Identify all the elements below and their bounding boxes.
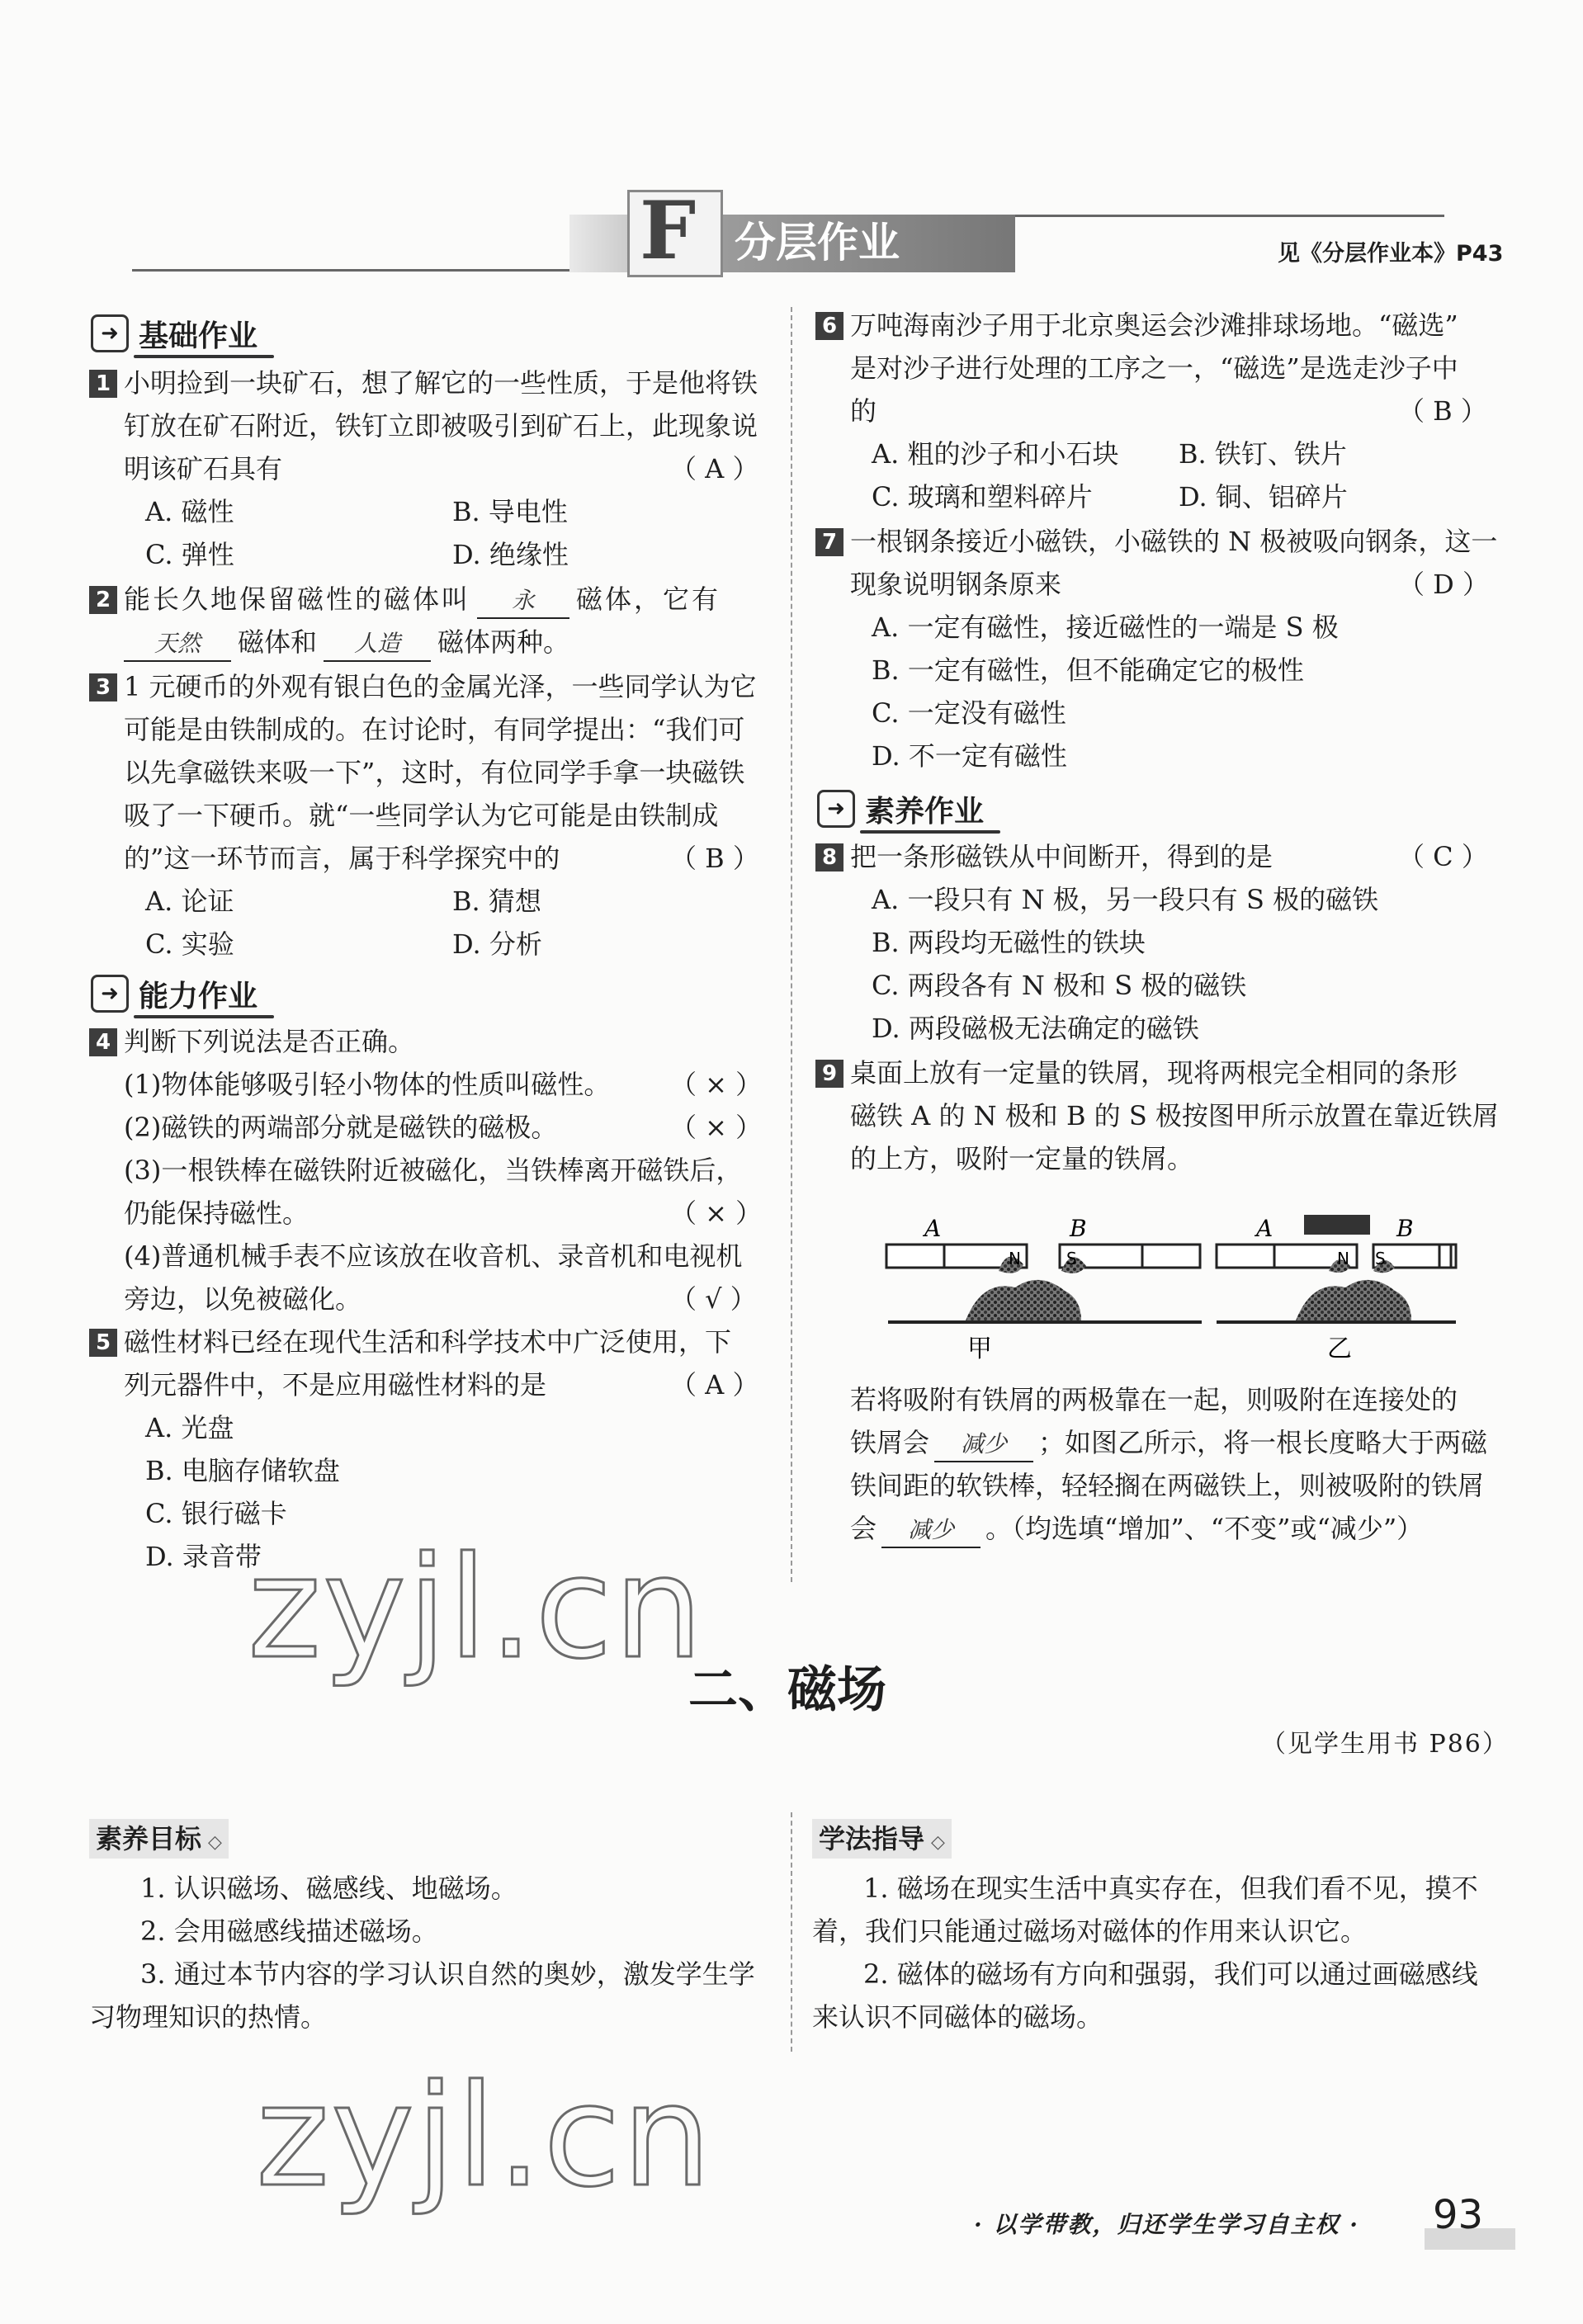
section-ability: ➜ 能力作业 <box>91 972 258 1015</box>
statement: 仍能保持磁性。 <box>124 1197 310 1229</box>
question-text: 的 <box>850 395 877 427</box>
option: C. 弹性 <box>145 539 234 570</box>
section-arrow-icon: ➜ <box>91 314 129 352</box>
question-number: 1 <box>89 370 117 398</box>
option: C. 实验 <box>145 928 234 960</box>
answer: （ × ） <box>670 1197 763 1229</box>
label-a: A <box>924 1215 942 1242</box>
answer: （ A ） <box>670 453 759 484</box>
option: B. 铁钉、铁片 <box>1179 438 1347 470</box>
answer: （ × ） <box>670 1069 763 1100</box>
answer: （ B ） <box>1398 395 1487 427</box>
header-rule-top <box>999 215 1444 217</box>
question-text: 桌面上放有一定量的铁屑，现将两根完全相同的条形 <box>850 1057 1458 1089</box>
option: A. 一定有磁性，接近磁性的一端是 S 极 <box>872 612 1339 643</box>
label-b: B <box>1070 1215 1087 1242</box>
option: C. 玻璃和塑料碎片 <box>872 481 1093 513</box>
question-number: 2 <box>89 586 117 614</box>
option: C. 银行磁卡 <box>145 1498 287 1529</box>
statement: (2)磁铁的两端部分就是磁铁的磁极。 <box>124 1112 558 1143</box>
chapter-title: 二、磁场 <box>688 1661 886 1719</box>
question-number: 9 <box>815 1060 843 1088</box>
fill-blank: 永 <box>477 584 569 619</box>
question-text: 吸了一下硬币。就“一些同学认为它可能是由铁制成 <box>124 800 719 831</box>
label-s: S <box>1066 1249 1077 1268</box>
label-n: N <box>1009 1249 1021 1268</box>
question-text: 能长久地保留磁性的磁体叫 <box>124 583 471 615</box>
header <box>0 184 1583 281</box>
fill-blank: 天然 <box>124 627 231 662</box>
label-a: A <box>1256 1215 1273 1242</box>
question-text: 一根钢条接近小磁铁，小磁铁的 N 极被吸向钢条，这一 <box>850 526 1498 557</box>
diamond-icon: ◇ <box>208 1832 222 1853</box>
column-divider <box>791 1812 792 2052</box>
label-n: N <box>1337 1249 1349 1268</box>
watermark: zyjl.cn <box>256 2055 713 2218</box>
goals-heading: 素养目标 ◇ <box>89 1819 229 1859</box>
header-title: 分层作业 <box>735 219 900 267</box>
question-text: 的”这一环节而言，属于科学探究中的 <box>124 843 560 874</box>
question-text: 磁性材料已经在现代生活和科学技术中广泛使用，下 <box>124 1326 732 1358</box>
question-text: 是对沙子进行处理的工序之一，“磁选”是选走沙子中 <box>850 352 1458 384</box>
option: B. 导电性 <box>452 496 568 527</box>
label-b: B <box>1396 1215 1414 1242</box>
guide-line: 2. 磁体的磁场有方向和强弱，我们可以通过画磁感线 <box>863 1958 1478 1990</box>
question-text: 磁体和 <box>238 626 318 658</box>
question-text: 磁体两种。 <box>437 626 570 658</box>
question-text: 铁屑会 <box>850 1427 930 1458</box>
guide-line: 来认识不同磁体的磁场。 <box>812 2001 1103 2033</box>
question-text: 磁体，它有 <box>576 583 721 615</box>
option: A. 论证 <box>145 886 234 917</box>
question-text: 现象说明钢条原来 <box>850 569 1062 600</box>
statement: (1)物体能够吸引轻小物体的性质叫磁性。 <box>124 1069 611 1100</box>
option: D. 两段磁极无法确定的磁铁 <box>872 1013 1199 1044</box>
answer: （ B ） <box>670 843 759 874</box>
answer: （ × ） <box>670 1112 763 1143</box>
guide-line: 着，我们只能通过磁场对磁体的作用来认识它。 <box>812 1915 1368 1947</box>
option: D. 绝缘性 <box>452 539 569 570</box>
question-text: 钉放在矿石附近，铁钉立即被吸引到矿石上，此现象说 <box>124 410 758 442</box>
section-arrow-icon: ➜ <box>91 975 129 1013</box>
header-logo-letter: F <box>640 184 697 277</box>
question-number: 7 <box>815 528 843 556</box>
question-text: 铁间距的软铁棒，轻轻搁在两磁铁上，则被吸附的铁屑 <box>850 1470 1485 1501</box>
section-basic: ➜ 基础作业 <box>91 312 258 355</box>
question-text: 若将吸附有铁屑的两极靠在一起，则吸附在连接处的 <box>850 1384 1458 1415</box>
option: B. 两段均无磁性的铁块 <box>872 927 1146 958</box>
diamond-icon: ◇ <box>931 1832 945 1853</box>
fill-blank: 减少 <box>934 1428 1033 1462</box>
question-number: 3 <box>89 673 117 701</box>
option: B. 电脑存储软盘 <box>145 1455 340 1486</box>
question-text: 小明捡到一块矿石，想了解它的一些性质，于是他将铁 <box>124 367 758 399</box>
question-text: 把一条形磁铁从中间断开，得到的是 <box>850 841 1273 872</box>
question-text: 列元器件中，不是应用磁性材料的是 <box>124 1369 547 1401</box>
question-text: 以先拿磁铁来吸一下”，这时，有位同学手拿一块磁铁 <box>124 757 745 788</box>
question-text: 磁铁 A 的 N 极和 B 的 S 极按图甲所示放置在靠近铁屑 <box>850 1100 1499 1131</box>
option: B. 猜想 <box>452 886 541 917</box>
option: D. 录音带 <box>145 1541 262 1572</box>
guide-line: 1. 磁场在现实生活中真实存在，但我们看不见，摸不 <box>863 1873 1478 1904</box>
question-text: 可能是由铁制成的。在讨论时，有同学提出：“我们可 <box>124 714 745 745</box>
statement: (4)普通机械手表不应该放在收音机、录音机和电视机 <box>124 1240 743 1272</box>
page-number: 93 <box>1433 2192 1484 2238</box>
goal-line: 1. 认识磁场、磁感线、地磁场。 <box>140 1873 517 1904</box>
answer: （ C ） <box>1398 841 1488 872</box>
fill-blank: 减少 <box>881 1514 981 1548</box>
option: A. 磁性 <box>145 496 234 527</box>
goal-line: 2. 会用磁感线描述磁场。 <box>140 1915 438 1947</box>
option: D. 铜、铝碎片 <box>1179 481 1348 513</box>
statement: (3)一根铁棒在磁铁附近被磁化，当铁棒离开磁铁后， <box>124 1155 743 1186</box>
question-number: 6 <box>815 312 843 340</box>
question-number: 4 <box>89 1028 117 1056</box>
watermark: zyjl.cn <box>248 1527 705 1690</box>
option: A. 粗的沙子和小石块 <box>872 438 1119 470</box>
label-s: S <box>1375 1249 1386 1268</box>
option: B. 一定有磁性，但不能确定它的极性 <box>872 654 1304 686</box>
figure-yi <box>1217 1215 1456 1363</box>
question-text: 万吨海南沙子用于北京奥运会沙滩排球场地。“磁选” <box>850 309 1458 341</box>
answer: （ √ ） <box>670 1283 757 1315</box>
question-number: 8 <box>815 843 843 872</box>
chapter-ref: （见学生用书 P86） <box>1261 1730 1509 1759</box>
question-text: 明该矿石具有 <box>124 453 283 484</box>
statement: 旁边，以免被磁化。 <box>124 1283 362 1315</box>
figure-jia <box>886 1215 1202 1363</box>
option: A. 一段只有 N 极，另一段只有 S 极的磁铁 <box>872 884 1379 915</box>
caption-yi: 乙 <box>1327 1334 1352 1363</box>
magnet-figure <box>875 1195 1469 1368</box>
question-text: 。（均选填“增加”、“不变”或“减少”） <box>985 1513 1424 1544</box>
column-divider <box>791 307 792 1582</box>
question-number: 5 <box>89 1329 117 1357</box>
guide-heading: 学法指导 ◇ <box>812 1819 952 1859</box>
footer-slogan: · 以学带教，归还学生学习自主权 · <box>974 2211 1359 2238</box>
question-text: ；如图乙所示，将一根长度略大于两磁 <box>1038 1427 1488 1458</box>
option: D. 不一定有磁性 <box>872 740 1067 772</box>
section-literacy: ➜ 素养作业 <box>817 787 984 830</box>
header-ref: 见《分层作业本》P43 <box>1278 241 1504 267</box>
question-text: 判断下列说法是否正确。 <box>124 1026 415 1057</box>
question-text: 1 元硬币的外观有银白色的金属光泽，一些同学认为它 <box>124 671 757 702</box>
goal-line: 3. 通过本节内容的学习认识自然的奥妙，激发学生学 <box>140 1958 755 1990</box>
option: A. 光盘 <box>145 1412 234 1443</box>
answer: （ D ） <box>1398 569 1490 600</box>
caption-jia: 甲 <box>967 1334 992 1363</box>
fill-blank: 人造 <box>324 627 431 662</box>
question-text: 的上方，吸附一定量的铁屑。 <box>850 1143 1194 1174</box>
goal-line: 习物理知识的热情。 <box>89 2001 328 2033</box>
option: C. 一定没有磁性 <box>872 697 1066 729</box>
option: D. 分析 <box>452 928 542 960</box>
answer: （ A ） <box>670 1369 759 1401</box>
question-text: 会 <box>850 1513 877 1544</box>
option: C. 两段各有 N 极和 S 极的磁铁 <box>872 970 1247 1001</box>
section-arrow-icon: ➜ <box>817 790 855 828</box>
